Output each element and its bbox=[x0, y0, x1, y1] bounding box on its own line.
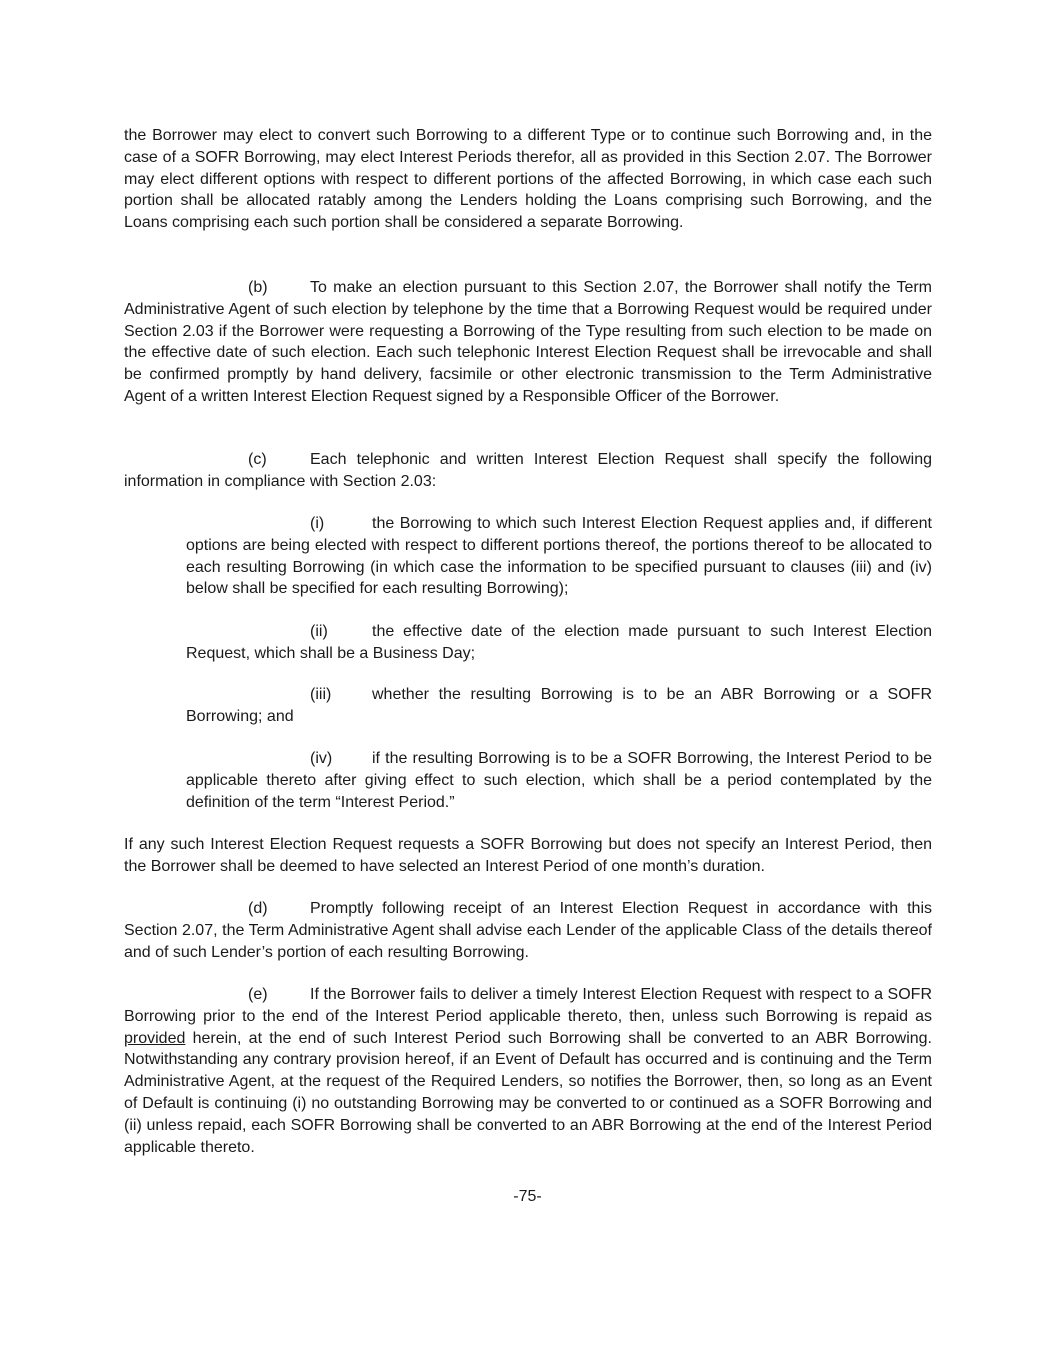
section-d-paragraph bbox=[124, 898, 932, 963]
section-d-label: (d) bbox=[248, 900, 268, 917]
clause-iii-label: (iii) bbox=[310, 686, 332, 703]
section-d-text: Promptly following receipt of an Interest Election Request in accordance with this Section 2.07, the Term Administrative Agent shall advise each Lender of the applicable Class of the details thereof and of such Lender’s portion of each resulting Borrowing. bbox=[124, 900, 932, 961]
clause-iii-text: whether the resulting Borrowing is to be an ABR Borrowing or a SOFR Borrowing; and bbox=[186, 686, 932, 725]
after-clauses-paragraph: If any such Interest Election Request requests a SOFR Borrowing but does not specify an Interest Period, then the Borrower shall be deemed to have selected an Interest Period of one month’s duration. bbox=[124, 836, 932, 875]
section-b-paragraph bbox=[124, 277, 932, 408]
clause-ii-text: the effective date of the election made pursuant to such Interest Election Request, which shall be a Business Day; bbox=[186, 623, 932, 662]
provided-underlined-word: provided bbox=[124, 1029, 186, 1047]
section-e-text-after: herein, at the end of such Interest Period such Borrowing shall be converted to an ABR Borrowing. Notwithstanding any contrary provision hereof, if an Event of Default has occurred and is continuing and the Term Administrative Agent, at the request of the Required Lenders, so notifies the Borrower, then, so long as an Event of Default is continuing (i) no outstanding Borrowing may be converted to or continued as a SOFR Borrowing and (ii) unless repaid, each SOFR Borrowing shall be converted to an ABR Borrowing at the end of the Interest Period applicable thereto. bbox=[124, 1029, 932, 1156]
section-c-label: (c) bbox=[248, 451, 267, 468]
page-number: -75- bbox=[513, 1188, 542, 1205]
clause-i bbox=[186, 513, 932, 600]
clause-iv-text: if the resulting Borrowing is to be a SOFR Borrowing, the Interest Period to be applicable thereto after giving effect to such election, which shall be a period contemplated by the definition of the term “Interest Period.” bbox=[186, 750, 932, 811]
section-b-label: (b) bbox=[248, 279, 268, 296]
clause-iv-label: (iv) bbox=[310, 750, 333, 767]
clause-i-text: the Borrowing to which such Interest Election Request applies and, if different options are being elected with respect to different portions thereof, the portions thereof to be allocated to each resulting Borrowing (in which case the information to be specified pursuant to clauses (iii) and (iv) below shall be specified for each resulting Borrowing); bbox=[186, 515, 932, 598]
section-e-paragraph bbox=[124, 984, 932, 1158]
section-e-label: (e) bbox=[248, 986, 268, 1003]
section-c-text: Each telephonic and written Interest Election Request shall specify the following information in compliance with Section 2.03: bbox=[124, 451, 932, 490]
clause-ii-label: (ii) bbox=[310, 623, 328, 640]
section-c-paragraph bbox=[124, 449, 932, 493]
clause-iv bbox=[186, 748, 932, 813]
intro-paragraph: the Borrower may elect to convert such Borrowing to a different Type or to continue such Borrowing and, in the case of a SOFR Borrowing, may elect Interest Periods therefor, all as provided in this Section 2.07. The Borrower may elect different options with respect to different portions of the affected Borrowing, in which case each such portion shall be allocated ratably among the Lenders holding the Loans comprising such Borrowing, and the Loans comprising each such portion shall be considered a separate Borrowing. bbox=[124, 127, 932, 232]
section-e-text-before: If the Borrower fails to deliver a timely Interest Election Request with respect to a SOFR Borrowing prior to the end of the Interest Period applicable thereto, then, unless such Borrowing is repaid as bbox=[124, 986, 932, 1025]
clause-i-label: (i) bbox=[310, 515, 325, 532]
clause-iii bbox=[186, 684, 932, 728]
clause-ii bbox=[186, 621, 932, 665]
section-b-text: To make an election pursuant to this Section 2.07, the Borrower shall notify the Term Administrative Agent of such election by telephone by the time that a Borrowing Request would be required under Section 2.03 if the Borrower were requesting a Borrowing of the Type resulting from such election to be made on the effective date of such election. Each such telephonic Interest Election Request shall be irrevocable and shall be confirmed promptly by hand delivery, facsimile or other electronic transmission to the Term Administrative Agent of a written Interest Election Request signed by a Responsible Officer of the Borrower. bbox=[124, 279, 932, 405]
